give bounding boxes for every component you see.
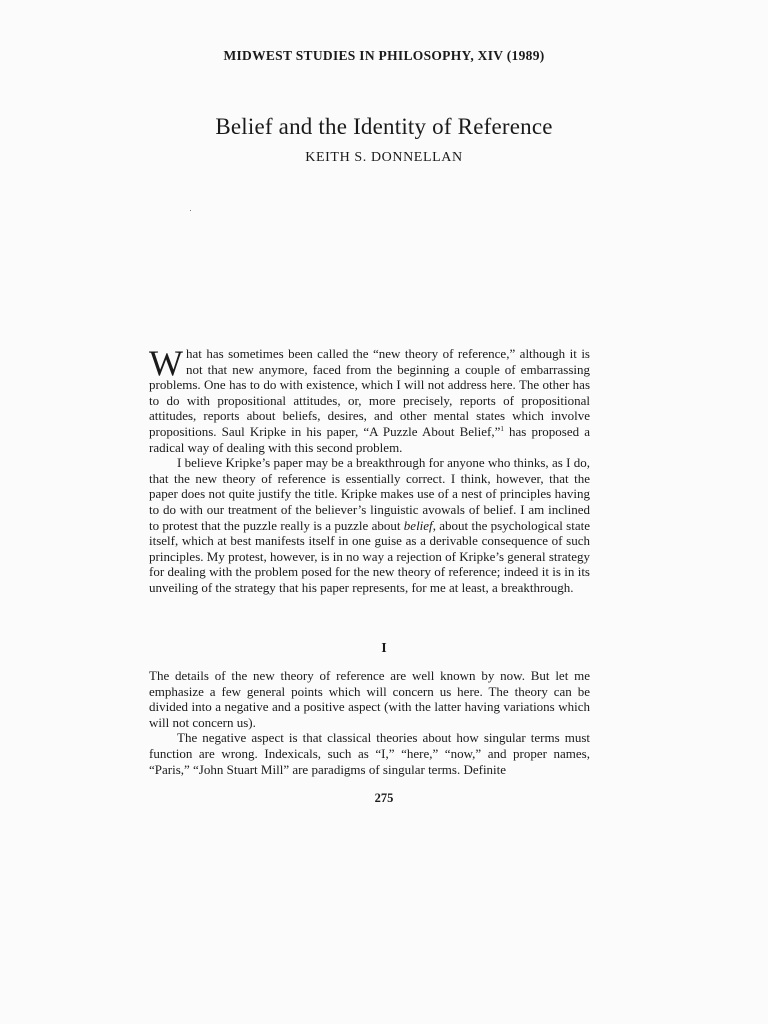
- intro-section: [149, 343, 590, 596]
- page-number: 275: [374, 791, 394, 805]
- journal-header: MIDWEST STUDIES IN PHILOSOPHY, XIV (1989): [223, 48, 545, 63]
- section-1-paragraph-1: The details of the new theory of reference are well known by now. But let me emphasize a few general points which will concern us here. The theory can be divided into a negative and a positive aspect (with the latter having variations which will not concern us).: [149, 668, 590, 730]
- section-heading: I: [381, 640, 387, 655]
- scan-speck: [190, 210, 191, 211]
- intro-paragraph-2: [149, 455, 590, 595]
- intro-paragraph-1: [149, 343, 590, 455]
- intro-paragraph-2-emphasis: belief: [403, 517, 433, 533]
- article-title: Belief and the Identity of Reference: [215, 114, 553, 139]
- article-author: KEITH S. DONNELLAN: [305, 150, 463, 165]
- section-1-body: [149, 668, 590, 777]
- intro-paragraph-2-after: , about the psychological state itself, which at best manifests itself in one guise as a derivable consequence of such principles. My protest, however, is in no way a rejection of Kripke’s general strategy for dealing with the problem posed for the new theory of reference; indeed it is in its unveiling of the strategy that his paper represents, for me at least, a breakthrough.: [149, 517, 590, 595]
- section-1-paragraph-2: The negative aspect is that classical theories about how singular terms must function are wrong. Indexicals, such as “I,” “here,” “now,” and proper names, “Paris,” “John Stuart Mill” are paradigms of singular terms. Definite: [149, 730, 590, 777]
- footnote-marker: 1: [500, 424, 504, 433]
- intro-paragraph-1-tail: has proposed a radical way of dealing with this second problem.: [149, 423, 590, 455]
- intro-paragraph-1-text: hat has sometimes been called the “new theory of reference,” although it is not that new anymore, faced from the beginning a couple of embarrassing problems. One has to do with existence, which I will not address here. The other has to do with propositional attitudes, or, more precisely, reports of propositional attitudes, reports about beliefs, desires, and other mental states which involve propositions. Saul Kripke in his paper, “A Puzzle About Belief,”: [149, 346, 590, 439]
- intro-paragraph-2-before: I believe Kripke’s paper may be a breakthrough for anyone who thinks, as I do, that the new theory of reference is essentially correct. I think, however, that the paper does not quite justify the title. Kripke makes use of a nest of principles having to do with our treatment of the believer’s linguistic avowals of belief. I am inclined to protest that the puzzle really is a puzzle about: [149, 455, 590, 533]
- drop-cap: W: [149, 343, 183, 383]
